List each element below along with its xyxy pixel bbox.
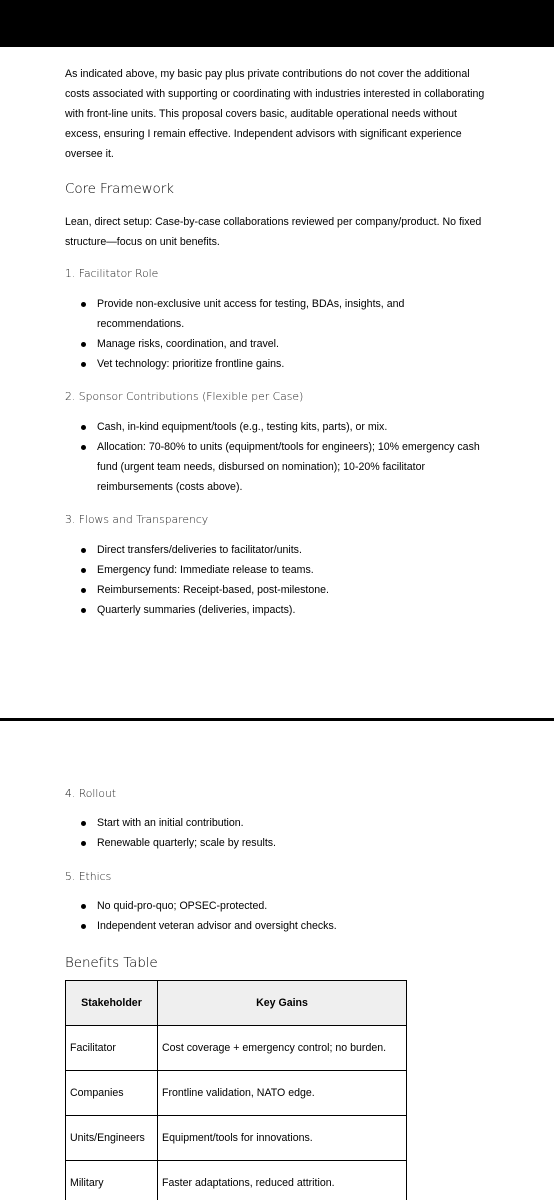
list-item: Manage risks, coordination, and travel. [65,334,485,354]
document-page-2 [0,721,554,1200]
ethics-heading: 5. Ethics [65,870,112,883]
bullet-icon [81,608,86,613]
bullet-icon [81,841,86,846]
facilitator-role-list [65,294,485,374]
sponsor-contributions-list [65,417,485,497]
core-framework-heading: Core Framework [65,181,174,197]
ethics-list [65,896,485,936]
bullet-icon [81,445,86,450]
rollout-list [65,813,485,853]
list-item: No quid-pro-quo; OPSEC-protected. [65,896,485,916]
key-gains-cell: Faster adaptations, reduced attrition. [158,1161,407,1200]
list-item: Vet technology: prioritize frontline gains. [65,354,485,374]
bullet-icon [81,548,86,553]
stakeholder-cell: Companies [66,1071,158,1116]
bullet-icon [81,904,86,909]
bullet-icon [81,302,86,307]
bullet-icon [81,568,86,573]
list-item: Start with an initial contribution. [65,813,485,833]
flows-transparency-heading: 3. Flows and Transparency [65,513,209,526]
key-gains-cell: Equipment/tools for innovations. [158,1116,407,1161]
table-row [66,1071,407,1116]
bullet-icon [81,362,86,367]
table-header-row [66,981,407,1026]
stakeholder-cell: Military [66,1161,158,1200]
bullet-icon [81,924,86,929]
core-framework-paragraph: Lean, direct setup: Case-by-case collaborations reviewed per company/product. No fixed structure—focus on unit benefits. [65,216,482,248]
table-row [66,1161,407,1200]
benefits-table-heading: Benefits Table [65,955,158,971]
stakeholder-cell: Units/Engineers [66,1116,158,1161]
column-header-stakeholder: Stakeholder [66,981,158,1026]
list-item: Provide non-exclusive unit access for testing, BDAs, insights, and recommendations. [65,294,485,334]
list-item: Independent veteran advisor and oversight checks. [65,916,485,936]
bullet-icon [81,821,86,826]
list-item: Emergency fund: Immediate release to teams. [65,560,485,580]
benefits-table [65,980,407,1200]
bullet-icon [81,425,86,430]
list-item: Renewable quarterly; scale by results. [65,833,485,853]
list-item: Cash, in-kind equipment/tools (e.g., testing kits, parts), or mix. [65,417,485,437]
bullet-icon [81,342,86,347]
list-item: Direct transfers/deliveries to facilitator/units. [65,540,485,560]
table-row [66,1026,407,1071]
stakeholder-cell: Facilitator [66,1026,158,1071]
document-page-1 [0,47,554,718]
intro-paragraph: As indicated above, my basic pay plus private contributions do not cover the additional costs associated with supporting or coordinating with industries interested in collaborating with front-line units. This proposal covers basic, auditable operational needs without excess, ensuring I remain effective. Independent advisors with significant experience oversee it. [65,68,485,160]
sponsor-contributions-heading: 2. Sponsor Contributions (Flexible per Case) [65,390,304,403]
facilitator-role-heading: 1. Facilitator Role [65,267,159,280]
list-item: Reimbursements: Receipt-based, post-milestone. [65,580,485,600]
key-gains-cell: Frontline validation, NATO edge. [158,1071,407,1116]
key-gains-cell: Cost coverage + emergency control; no burden. [158,1026,407,1071]
list-item: Quarterly summaries (deliveries, impacts). [65,600,485,620]
table-row [66,1116,407,1161]
column-header-key-gains: Key Gains [158,981,407,1026]
list-item: Allocation: 70-80% to units (equipment/tools for engineers); 10% emergency cash fund (urgent team needs, disbursed on nomination); 10-20% facilitator reimbursements (costs above). [65,437,485,497]
flows-transparency-list [65,540,485,620]
rollout-heading: 4. Rollout [65,787,117,800]
bullet-icon [81,588,86,593]
